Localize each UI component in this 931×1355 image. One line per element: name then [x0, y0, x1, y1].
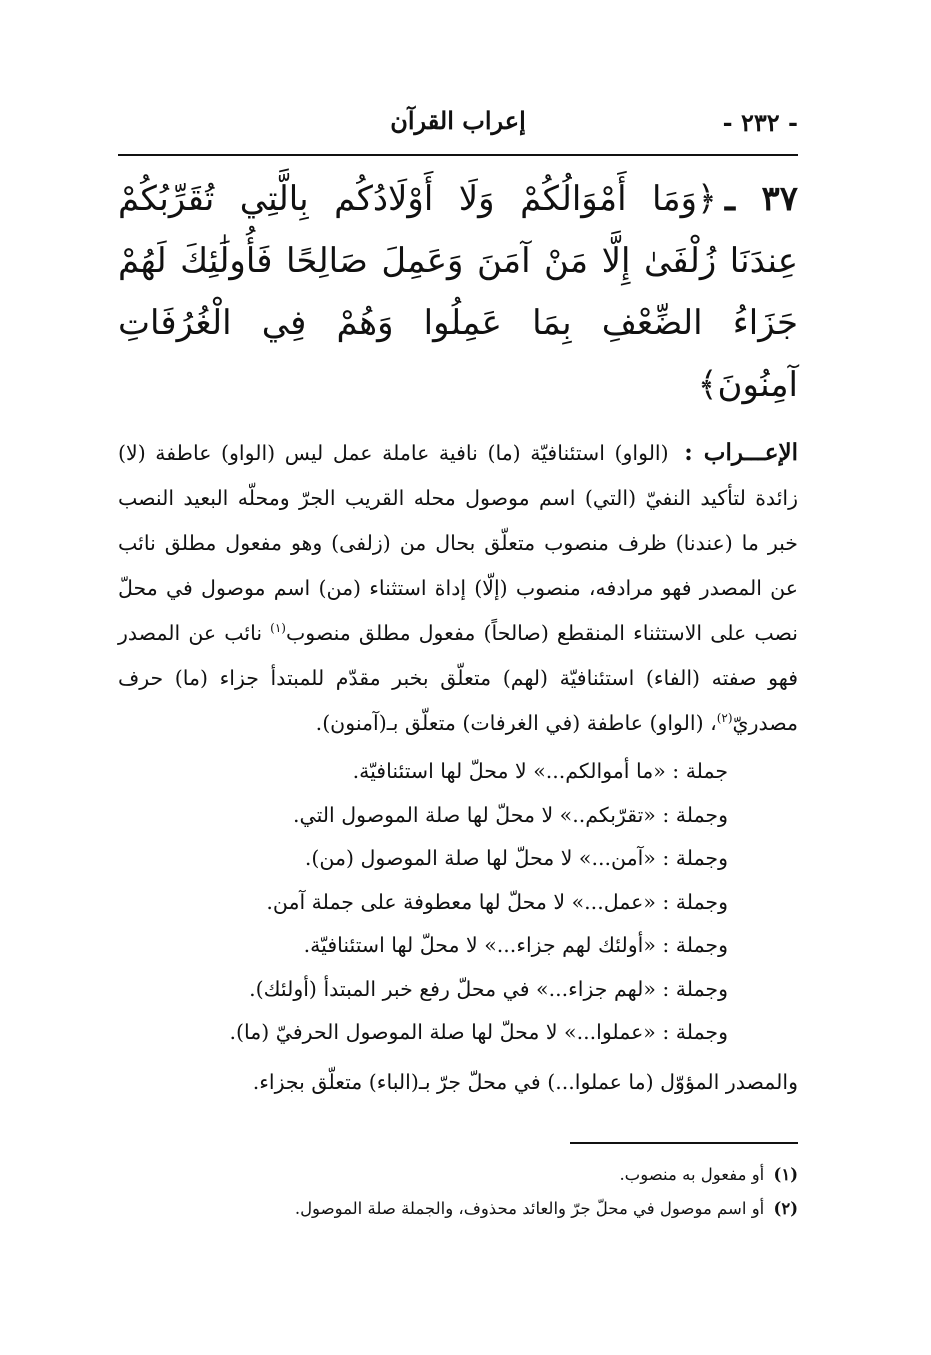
footnote-ref-2: (٢): [716, 711, 733, 726]
sentence-analysis-item: وجملة : «عمل...» لا محلّ لها معطوفة على جملة آمن.: [266, 889, 728, 914]
footnote-item: [118, 1192, 798, 1226]
irab-paragraph: [118, 430, 798, 746]
sentence-analysis-item: وجملة : «لهم جزاء...» في محلّ رفع خبر المبتدأ (أولئك).: [249, 976, 728, 1001]
running-title: إعراب القرآن: [390, 106, 526, 135]
header-rule: [118, 154, 798, 156]
irab-text-part1: (الواو) استئنافيّة (ما) نافية عاملة عمل ليس (الواو) عاطفة (لا) زائدة لتأكيد النفيّ (التي) اسم موصول محله القريب الجرّ ومحلّه البعيد النصب خبر ما (عندنا) ظرف منصوب متعلّق بحال من (زلفى) وهو مفعول مطلق نائب عن المصدر فهو مرادفه، منصوب (إلّا) إداة استثناء (من) اسم موصول في محلّ نصب على الاستثناء المنقطع (صالحاً) مفعول مطلق منصوب: [118, 441, 798, 645]
masdar-paragraph: والمصدر المؤوّل (ما عملوا...) في محلّ جرّ بـ(الباء) متعلّق بجزاء.: [252, 1069, 798, 1094]
footnote-text: أو مفعول به منصوب.: [619, 1164, 765, 1184]
verse-number: ٣٧ ـ: [724, 179, 798, 219]
footnotes: [118, 1158, 798, 1226]
sentence-analysis-item: وجملة : «أولئك لهم جزاء...» لا محلّ لها استئنافيّة.: [303, 933, 728, 957]
book-page: [118, 100, 798, 1226]
footnote-text: أو اسم موصول في محلّ جرّ والعائد محذوف، والجملة صلة الموصول.: [294, 1198, 765, 1218]
footnote-number: (٢): [773, 1198, 798, 1218]
page-header: [118, 100, 798, 146]
footnote-item: [118, 1158, 798, 1192]
irab-text-part2: نائب عن المصدر فهو صفته (الفاء) استئنافيّة (لهم) متعلّق بخبر مقدّم للمبتدأ جزاء (ما) حرف مصدريّ: [118, 621, 798, 735]
irab-text-part3: ، (الواو) عاطفة (في الغرفات) متعلّق بـ(آمنون).: [315, 711, 717, 735]
sentence-analysis-item: جملة : «ما أموالكم...» لا محلّ لها استئنافيّة.: [352, 759, 728, 783]
irab-heading: الإعـــراب :: [684, 439, 798, 466]
footnote-rule: [570, 1142, 798, 1144]
footnote-ref-1: (١): [270, 621, 286, 636]
footnote-number: (١): [773, 1164, 798, 1184]
quran-verse: [118, 168, 798, 416]
sentence-analysis-item: وجملة : «عملوا...» لا محلّ لها صلة الموصول الحرفيّ (ما).: [229, 1020, 728, 1044]
page-number: - ٢٣٢ -: [722, 108, 798, 137]
sentence-analysis-item: وجملة : «تقرّبكم..» لا محلّ لها صلة الموصول التي.: [293, 802, 728, 827]
sentence-analysis-list: [118, 750, 798, 1055]
sentence-analysis-item: وجملة : «آمن...» لا محلّ لها صلة الموصول (من).: [304, 846, 728, 870]
verse-text: ﴿وَمَا أَمْوَالُكُمْ وَلَا أَوْلَادُكُم بِالَّتِي تُقَرِّبُكُمْ عِندَنَا زُلْفَىٰ إِلَّا مَنْ آمَنَ وَعَمِلَ صَالِحًا فَأُولَٰئِكَ لَهُمْ جَزَاءُ الضِّعْفِ بِمَا عَمِلُوا وَهُمْ فِي الْغُرُفَاتِ آمِنُونَ﴾: [118, 179, 798, 405]
